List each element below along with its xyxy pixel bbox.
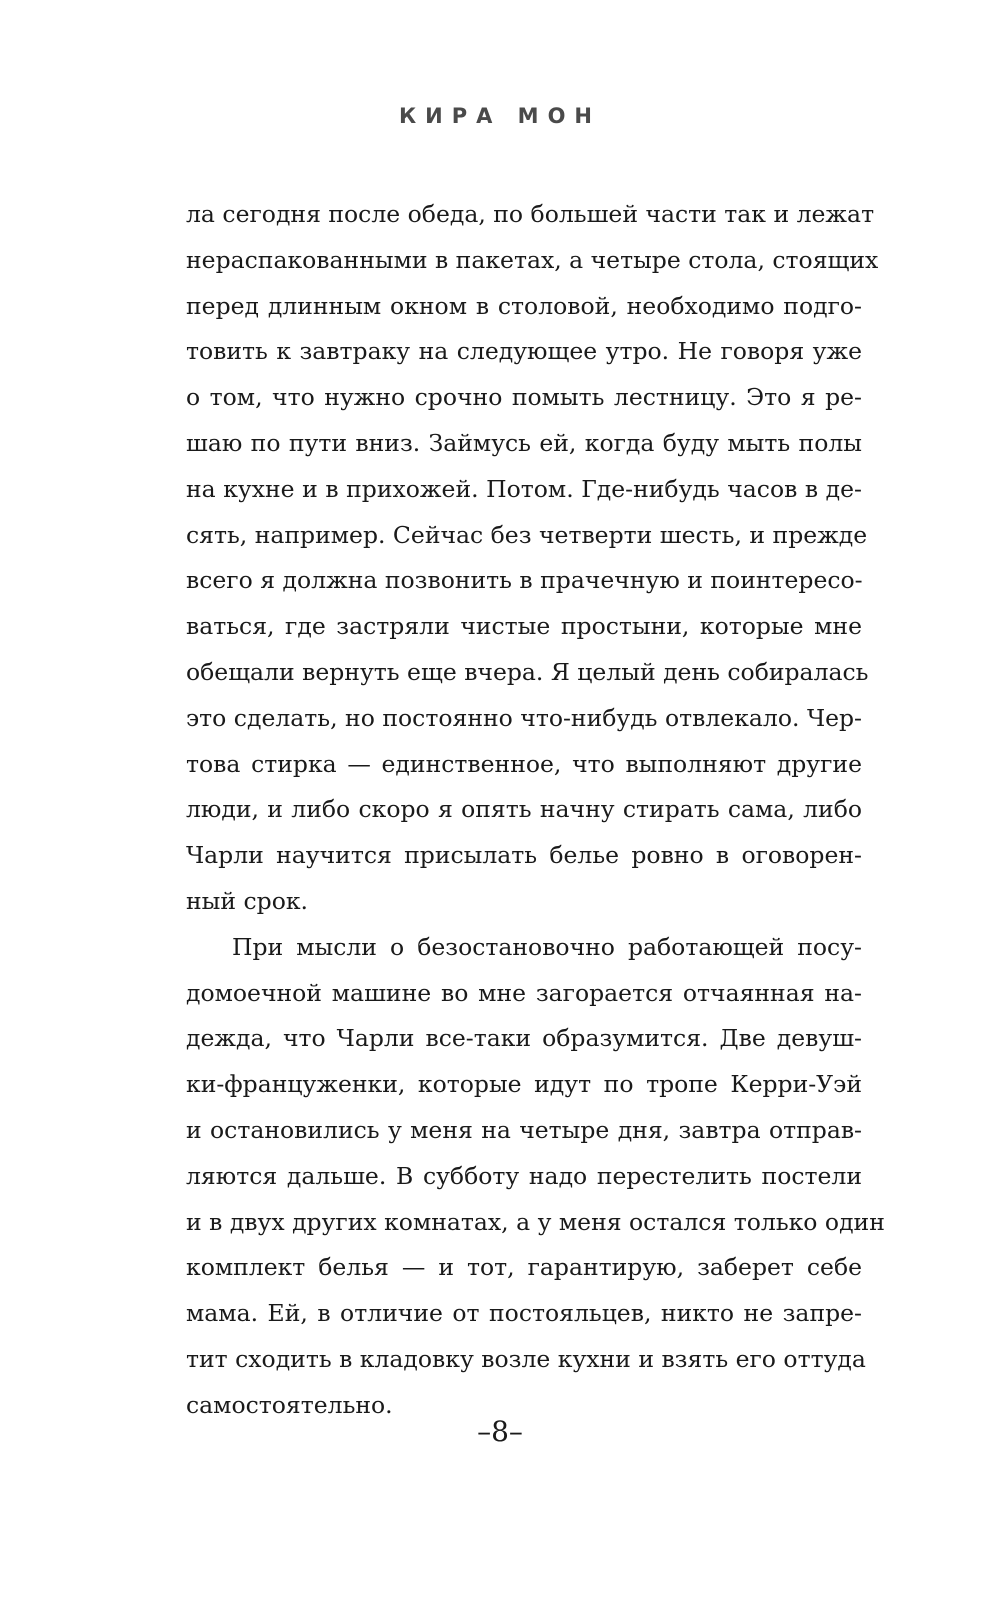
text-line: Чарли научится присылать белье ровно в оговорен- (186, 841, 862, 870)
text-line: това стирка — единственное, что выполняют другие (186, 749, 862, 778)
text-line: домоечной машине во мне загорается отчаянная на- (186, 978, 862, 1007)
text-line: ла сегодня после обеда, по большей части так и лежат (186, 200, 875, 228)
text-line: ляются дальше. В субботу надо перестелить постели (186, 1161, 862, 1190)
text-line: и в двух других комнатах, а у меня остался только один (186, 1207, 885, 1236)
text-line: ваться, где застряли чистые простыни, которые мне (186, 612, 862, 641)
text-line: дежда, что Чарли все-таки образумится. Две девуш- (186, 1024, 862, 1053)
text-line: самостоятельно. (186, 1390, 393, 1419)
text-line: всего я должна позвонить в прачечную и поинтересо- (186, 566, 863, 595)
text-line: это сделать, но постоянно что-нибудь отвлекало. Чер- (186, 703, 862, 732)
text-line: о том, что нужно срочно помыть лестницу. Это я ре- (186, 383, 862, 412)
text-line: сять, например. Сейчас без четверти шесть, и прежде (186, 520, 868, 549)
text-line: товить к завтраку на следующее утро. Не говоря уже (186, 337, 862, 366)
text-line: комплект белья — и тот, гарантирую, заберет себе (186, 1253, 862, 1282)
text-line: обещали вернуть еще вчера. Я целый день собиралась (186, 657, 869, 686)
text-line: При мысли о безостановочно работающей посу- (232, 932, 862, 961)
page-number: –8– (477, 1415, 523, 1448)
paragraph-2 (186, 925, 885, 1429)
paragraph-1 (186, 192, 879, 925)
text-line: тит сходить в кладовку возле кухни и взять его оттуда (186, 1344, 866, 1373)
text-line: мама. Ей, в отличие от постояльцев, никто не запре- (186, 1299, 862, 1328)
body-text (186, 192, 885, 1429)
text-line: перед длинным окном в столовой, необходимо подго- (186, 291, 862, 320)
running-head-author: КИРА МОН (398, 104, 602, 128)
text-line: ки-француженки, которые идут по тропе Керри-Уэй (186, 1070, 862, 1099)
text-line: на кухне и в прихожей. Потом. Где-нибудь часов в де- (186, 474, 862, 503)
text-line: ный срок. (186, 886, 309, 915)
text-line: люди, и либо скоро я опять начну стирать сама, либо (186, 795, 862, 824)
text-line: нераспакованными в пакетах, а четыре стола, стоящих (186, 245, 879, 274)
text-line: и остановились у меня на четыре дня, завтра отправ- (186, 1115, 862, 1144)
text-line: шаю по пути вниз. Займусь ей, когда буду мыть полы (186, 428, 862, 457)
